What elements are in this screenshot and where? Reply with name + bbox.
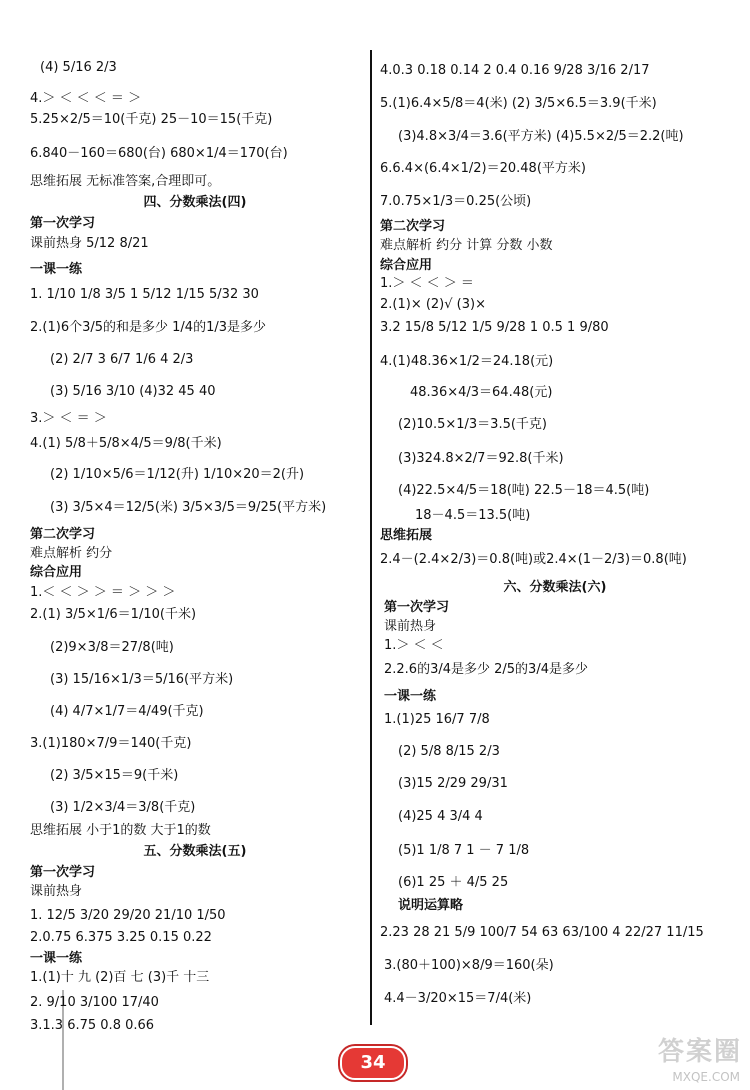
subsection-heading: 思维拓展 xyxy=(380,528,433,543)
answer-line: 2. 9/10 3/100 17/40 xyxy=(30,995,159,1010)
answer-line: (2)10.5×1/3＝3.5(千克) xyxy=(398,417,547,432)
subsection-heading: 第二次学习 xyxy=(30,527,96,542)
answer-line: 1. 12/5 3/20 29/20 21/10 1/50 xyxy=(30,908,226,923)
page-number-badge xyxy=(340,1046,406,1080)
answer-line: 6.6.4×(6.4×1/2)＝20.48(平方米) xyxy=(380,161,586,176)
answer-line: (4) 5/16 2/3 xyxy=(40,60,117,75)
answer-line: 2.23 28 21 5/9 100/7 54 63 63/100 4 22/27 11/15 xyxy=(380,925,704,940)
subsection-heading: 综合应用 xyxy=(30,565,83,580)
answer-line: 课前热身 5/12 8/21 xyxy=(30,236,149,251)
answer-line: 2.2.6的3/4是多少 2/5的3/4是多少 xyxy=(384,662,588,677)
answer-line: (3) 15/16×1/3＝5/16(平方米) xyxy=(50,672,234,687)
subsection-heading: 第一次学习 xyxy=(30,216,96,231)
answer-line: 课前热身 xyxy=(30,884,83,899)
answer-line: (4) 4/7×1/7＝4/49(千克) xyxy=(50,704,204,719)
section-heading: 五、分数乘法(五) xyxy=(143,844,247,859)
answer-line: 3.2 15/8 5/12 1/5 9/28 1 0.5 1 9/80 xyxy=(380,320,609,335)
answer-line: 4.(1) 5/8＋5/8×4/5＝9/8(千米) xyxy=(30,436,222,451)
answer-line: 2.4－(2.4×2/3)＝0.8(吨)或2.4×(1－2/3)＝0.8(吨) xyxy=(380,552,687,567)
answer-line: (2) 2/7 3 6/7 1/6 4 2/3 xyxy=(50,352,194,367)
answer-line: 2.(1)× (2)√ (3)× xyxy=(380,297,486,312)
answer-line: 思维拓展 无标准答案,合理即可。 xyxy=(30,174,221,189)
answer-line: 1.＞ ＜ ＜ ＞ ＝ xyxy=(380,276,474,291)
answer-line: 3.(1)180×7/9＝140(千克) xyxy=(30,736,192,751)
answer-line: 难点解析 约分 计算 分数 小数 xyxy=(380,238,553,253)
column-divider xyxy=(370,50,372,1025)
answer-line: (3) 3/5×4＝12/5(米) 3/5×3/5＝9/25(平方米) xyxy=(50,500,327,515)
subsection-heading: 一课一练 xyxy=(30,951,83,966)
answer-line: (3) 1/2×3/4＝3/8(千克) xyxy=(50,800,196,815)
answer-line: 2.(1)6个3/5的和是多少 1/4的1/3是多少 xyxy=(30,320,266,335)
answer-line: 3.(80＋100)×8/9＝160(朵) xyxy=(384,958,554,973)
watermark-logo: 答案圈 xyxy=(657,1037,742,1067)
answer-line: 6.840－160＝680(台) 680×1/4＝170(台) xyxy=(30,146,288,161)
answer-line: 5.(1)6.4×5/8＝4(米) (2) 3/5×6.5＝3.9(千米) xyxy=(380,96,657,111)
subsection-heading: 说明运算略 xyxy=(398,898,464,913)
answer-line: (3)15 2/29 29/31 xyxy=(398,776,508,791)
answer-line: (2)9×3/8＝27/8(吨) xyxy=(50,640,174,655)
answer-line: (2) 5/8 8/15 2/3 xyxy=(398,744,500,759)
answer-line: 1.(1)十 九 (2)百 七 (3)千 十三 xyxy=(30,970,210,985)
answer-line: (6)1 25 ＋ 4/5 25 xyxy=(398,875,509,890)
section-heading: 六、分数乘法(六) xyxy=(503,580,607,595)
answer-line: 2.0.75 6.375 3.25 0.15 0.22 xyxy=(30,930,212,945)
subsection-heading: 一课一练 xyxy=(384,689,437,704)
answer-line: (5)1 1/8 7 1 － 7 1/8 xyxy=(398,843,530,858)
answer-line: (3)324.8×2/7＝92.8(千米) xyxy=(398,451,564,466)
answer-line: (2) 1/10×5/6＝1/12(升) 1/10×20＝2(升) xyxy=(50,467,305,482)
answer-line: (4)25 4 3/4 4 xyxy=(398,809,483,824)
subsection-heading: 第二次学习 xyxy=(380,219,446,234)
answer-line: 4.0.3 0.18 0.14 2 0.4 0.16 9/28 3/16 2/17 xyxy=(380,63,650,78)
answer-line: 思维拓展 小于1的数 大于1的数 xyxy=(30,823,211,838)
answer-line: (4)22.5×4/5＝18(吨) 22.5－18＝4.5(吨) xyxy=(398,483,650,498)
answer-line: 课前热身 xyxy=(384,619,437,634)
answer-line: 2.(1) 3/5×1/6＝1/10(千米) xyxy=(30,607,197,622)
answer-line: 4.(1)48.36×1/2＝24.18(元) xyxy=(380,354,554,369)
answer-line: 1.＜ ＜ ＞ ＞ ＝ ＞ ＞ ＞ xyxy=(30,585,176,600)
answer-line: 5.25×2/5＝10(千克) 25－10＝15(千克) xyxy=(30,112,273,127)
section-heading: 四、分数乘法(四) xyxy=(143,195,247,210)
subsection-heading: 综合应用 xyxy=(380,258,433,273)
answer-line: (3)4.8×3/4＝3.6(平方米) (4)5.5×2/5＝2.2(吨) xyxy=(398,129,684,144)
answer-line: 3.＞ ＜ ＝ ＞ xyxy=(30,411,107,426)
answer-line: 18－4.5＝13.5(吨) xyxy=(415,508,531,523)
subsection-heading: 第一次学习 xyxy=(30,865,96,880)
answer-line: 4.4－3/20×15＝7/4(米) xyxy=(384,991,532,1006)
subsection-heading: 一课一练 xyxy=(30,262,83,277)
answer-line: 1. 1/10 1/8 3/5 1 5/12 1/15 5/32 30 xyxy=(30,287,259,302)
answer-line: (3) 5/16 3/10 (4)32 45 40 xyxy=(50,384,216,399)
page-number: 34 xyxy=(360,1052,386,1073)
watermark-url: MXQE.COM xyxy=(672,1070,740,1084)
answer-line: 1.(1)25 16/7 7/8 xyxy=(384,712,490,727)
answer-line: (2) 3/5×15＝9(千米) xyxy=(50,768,179,783)
answer-line: 4.＞ ＜ ＜ ＜ ＝ ＞ xyxy=(30,91,142,106)
answer-line: 3.1.3 6.75 0.8 0.66 xyxy=(30,1018,155,1033)
answer-line: 7.0.75×1/3＝0.25(公顷) xyxy=(380,194,532,209)
answer-line: 难点解析 约分 xyxy=(30,546,113,561)
answer-line: 48.36×4/3＝64.48(元) xyxy=(410,385,553,400)
answer-line: 1.＞ ＜ ＜ xyxy=(384,638,444,653)
subsection-heading: 第一次学习 xyxy=(384,600,450,615)
